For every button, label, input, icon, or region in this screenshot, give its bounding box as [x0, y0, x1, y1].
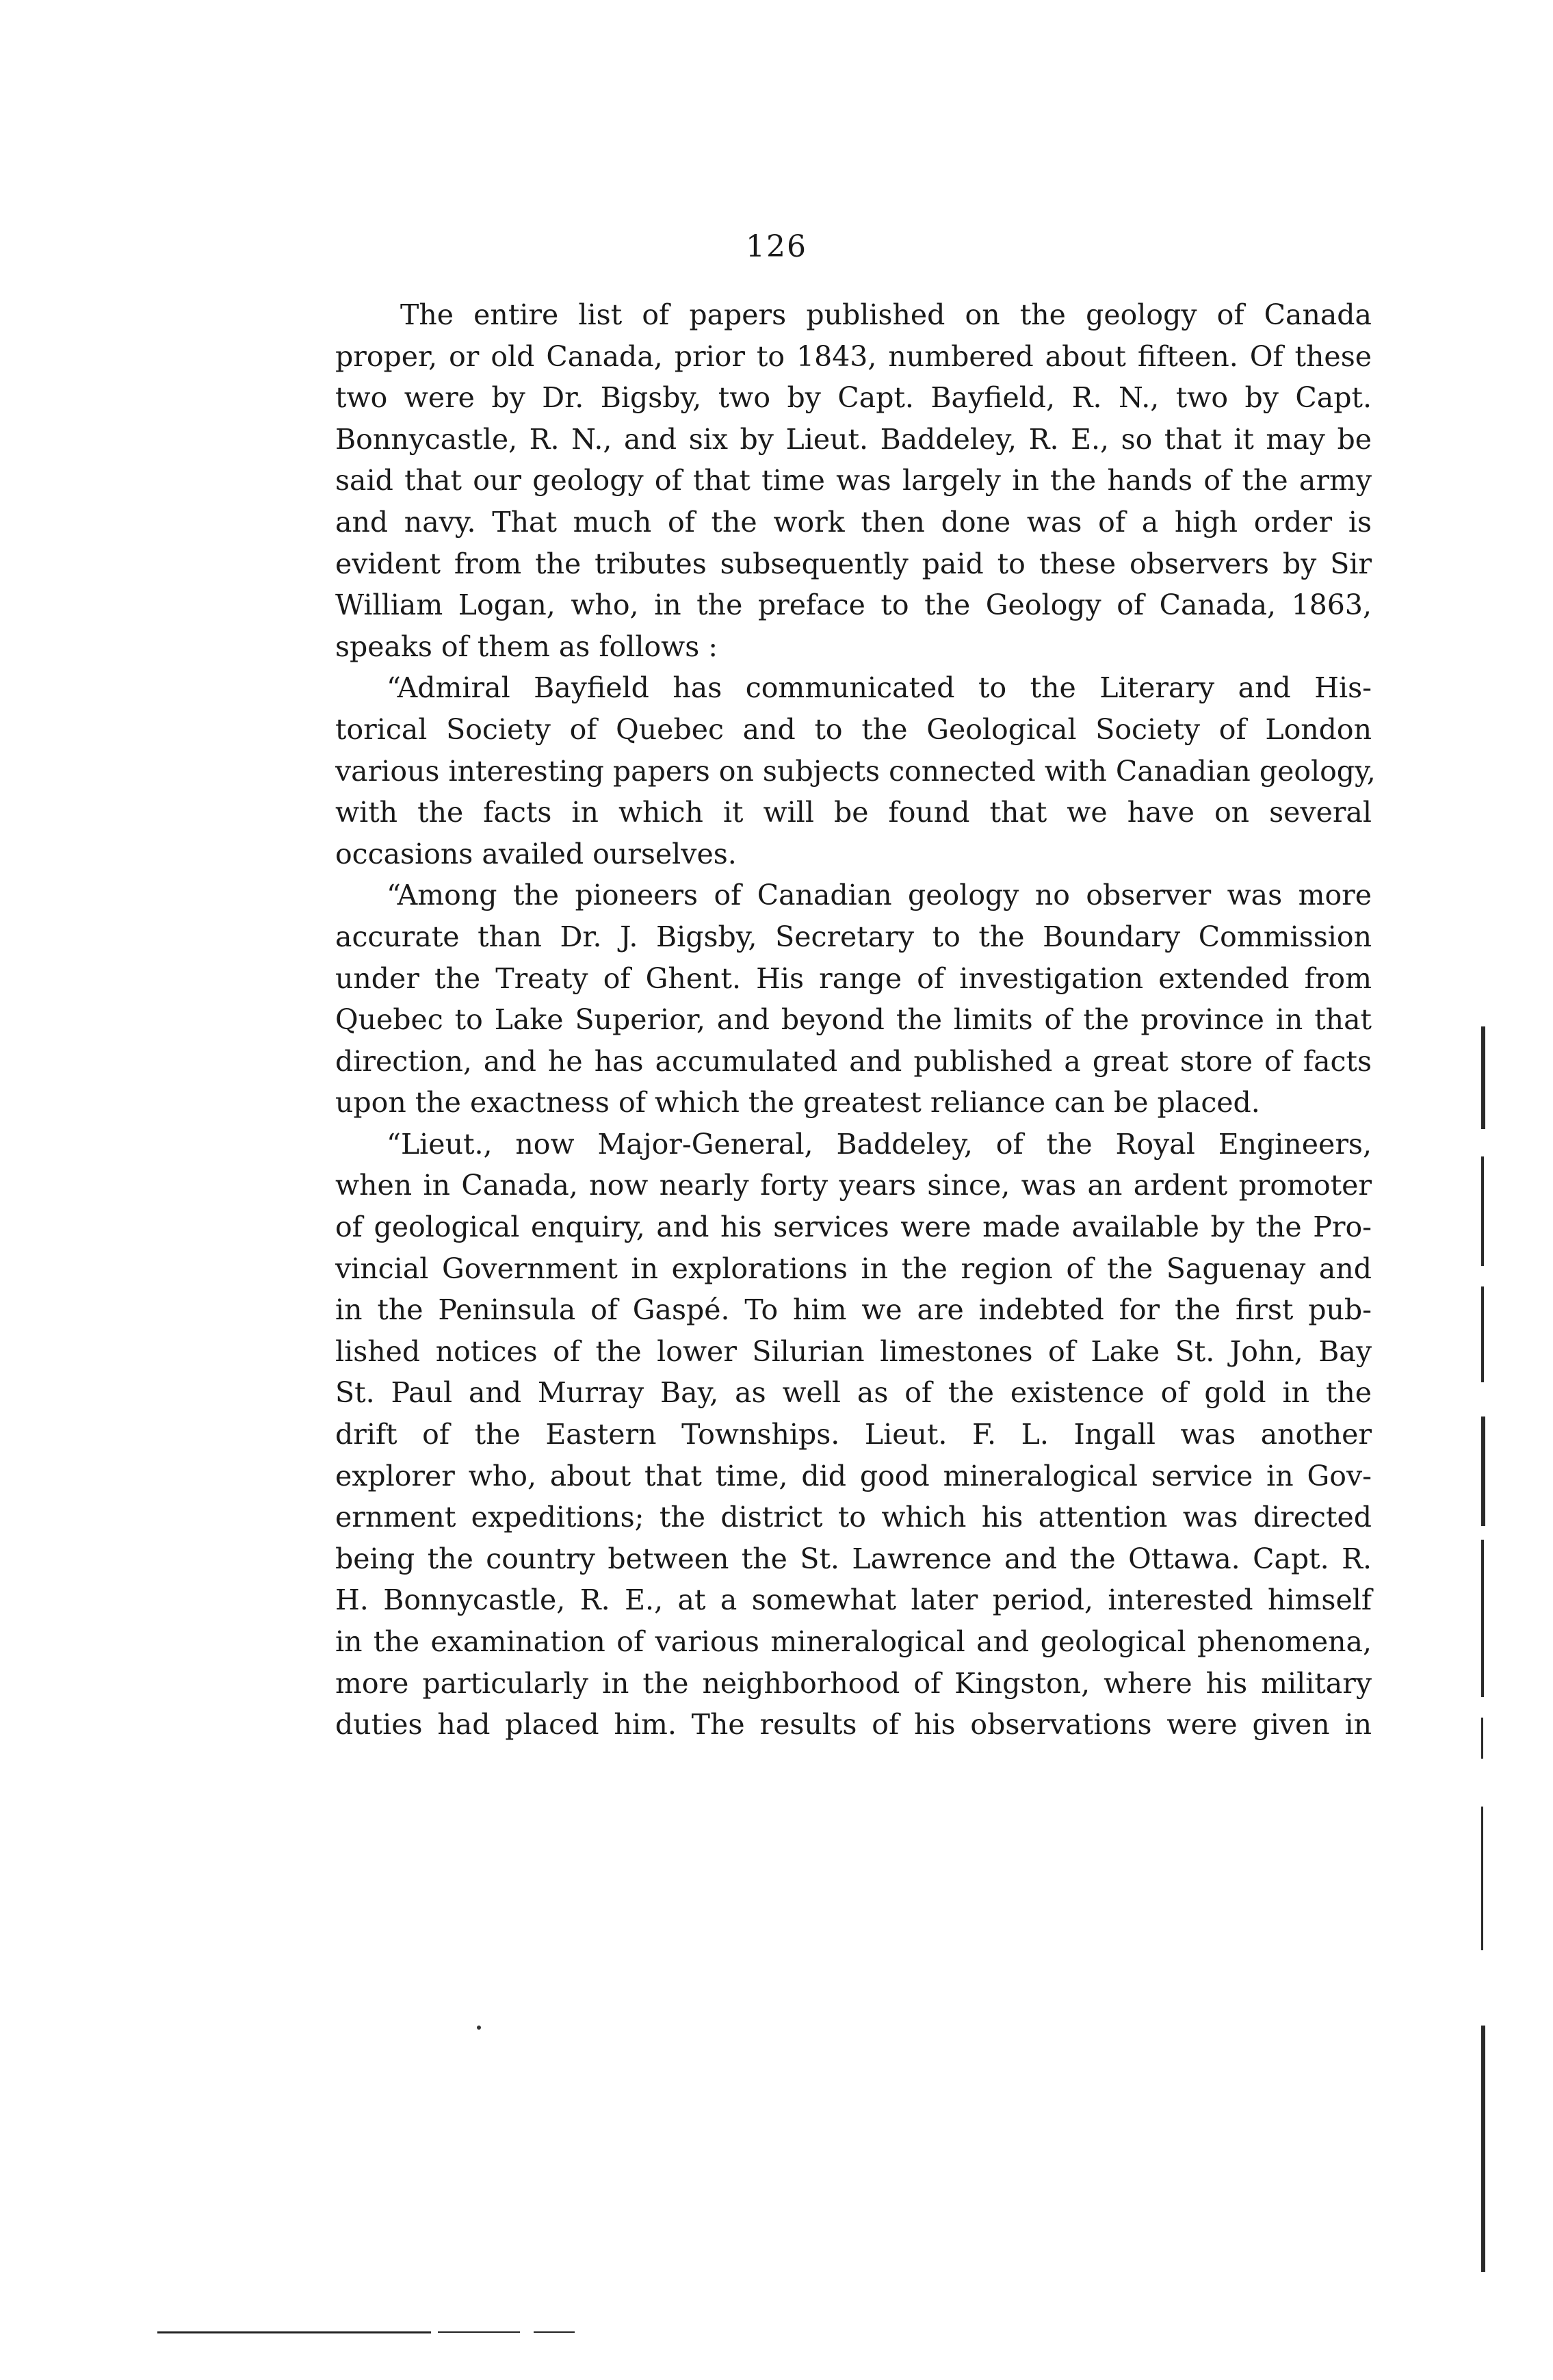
paragraph-3 [335, 875, 1372, 1124]
text-line: in the examination of various mineralogical and geological phenomena, [335, 1625, 1372, 1658]
text-line: duties had placed him. The results of his observations were given in [335, 1708, 1372, 1742]
paragraph-1 [335, 294, 1372, 667]
text-line: of geological enquiry, and his services were made available by the Pro- [335, 1211, 1372, 1244]
text-line: with the facts in which it will be found that we have on several [335, 796, 1372, 829]
page-number: 126 [746, 229, 807, 264]
text-line: upon the exactness of which the greatest reliance can be placed. [335, 1086, 1260, 1120]
text-line: lished notices of the lower Silurian limestones of Lake St. John, Bay [335, 1334, 1372, 1368]
text-line: more particularly in the neighborhood of Kingston, where his military [335, 1666, 1372, 1700]
text-line: being the country between the St. Lawrence and the Ottawa. Capt. R. [335, 1542, 1372, 1575]
paragraph-2 [335, 667, 1376, 875]
text-line: The entire list of papers published on the geology of Canada [400, 298, 1372, 331]
text-line: “Among the pioneers of Canadian geology no observer was more [387, 879, 1372, 912]
scan-edge-mark [1481, 1807, 1483, 1950]
text-line: and navy. That much of the work then done was of a high order is [335, 505, 1372, 539]
scan-dot [477, 2026, 481, 2030]
scan-edge-mark [1481, 1286, 1484, 1382]
text-line: Bonnycastle, R. N., and six by Lieut. Baddeley, R. E., so that it may be [335, 422, 1372, 456]
text-line: explorer who, about that time, did good mineralogical service in Gov- [335, 1459, 1372, 1492]
paragraph-4 [335, 1124, 1372, 1746]
text-line: “Admiral Bayfield has communicated to the Literary and His- [387, 671, 1372, 705]
text-line: St. Paul and Murray Bay, as well as of the existence of gold in the [335, 1376, 1372, 1410]
text-line: said that our geology of that time was largely in the hands of the army [335, 464, 1372, 497]
text-line: ernment expeditions; the district to which his attention was directed [335, 1501, 1372, 1534]
text-line: drift of the Eastern Townships. Lieut. F. L. Ingall was another [335, 1418, 1372, 1451]
text-line: H. Bonnycastle, R. E., at a somewhat later period, interested himself [335, 1583, 1372, 1617]
scan-edge-mark [1481, 1718, 1483, 1759]
text-line: speaks of them as follows : [335, 630, 718, 663]
text-line: vincial Government in explorations in the region of the Saguenay and [335, 1252, 1372, 1285]
scan-edge-mark [1481, 1540, 1484, 1697]
body-text [335, 294, 1376, 1746]
text-line: torical Society of Quebec and to the Geological Society of London [335, 712, 1372, 746]
text-line: when in Canada, now nearly forty years since, was an ardent promoter [335, 1169, 1372, 1202]
scan-edge-mark [1481, 1026, 1485, 1129]
text-line: William Logan, who, in the preface to the Geology of Canada, 1863, [335, 588, 1372, 622]
scan-bottom-rule [157, 2331, 431, 2333]
text-line: Quebec to Lake Superior, and beyond the limits of the province in that [335, 1003, 1372, 1037]
scan-bottom-rule [438, 2331, 520, 2333]
text-line: two were by Dr. Bigsby, two by Capt. Bayfield, R. N., two by Capt. [335, 381, 1372, 415]
text-line: under the Treaty of Ghent. His range of investigation extended from [335, 961, 1372, 995]
text-line: in the Peninsula of Gaspé. To him we are indebted for the first pub- [335, 1293, 1372, 1327]
text-line: direction, and he has accumulated and published a great store of facts [335, 1044, 1372, 1078]
text-line: various interesting papers on subjects connected with Canadian geology, [335, 754, 1376, 788]
scan-edge-mark [1481, 1417, 1485, 1526]
scan-edge-mark [1481, 1156, 1484, 1266]
scan-edge-mark [1481, 2026, 1485, 2272]
scan-bottom-rule [534, 2331, 575, 2333]
text-line: evident from the tributes subsequently paid to these observers by Sir [335, 547, 1372, 580]
text-line: occasions availed ourselves. [335, 837, 737, 870]
text-line: proper, or old Canada, prior to 1843, numbered about fifteen. Of these [335, 339, 1372, 373]
text-line: accurate than Dr. J. Bigsby, Secretary to the Boundary Commission [335, 920, 1372, 953]
text-line: “Lieut., now Major-General, Baddeley, of the Royal Engineers, [387, 1127, 1372, 1161]
